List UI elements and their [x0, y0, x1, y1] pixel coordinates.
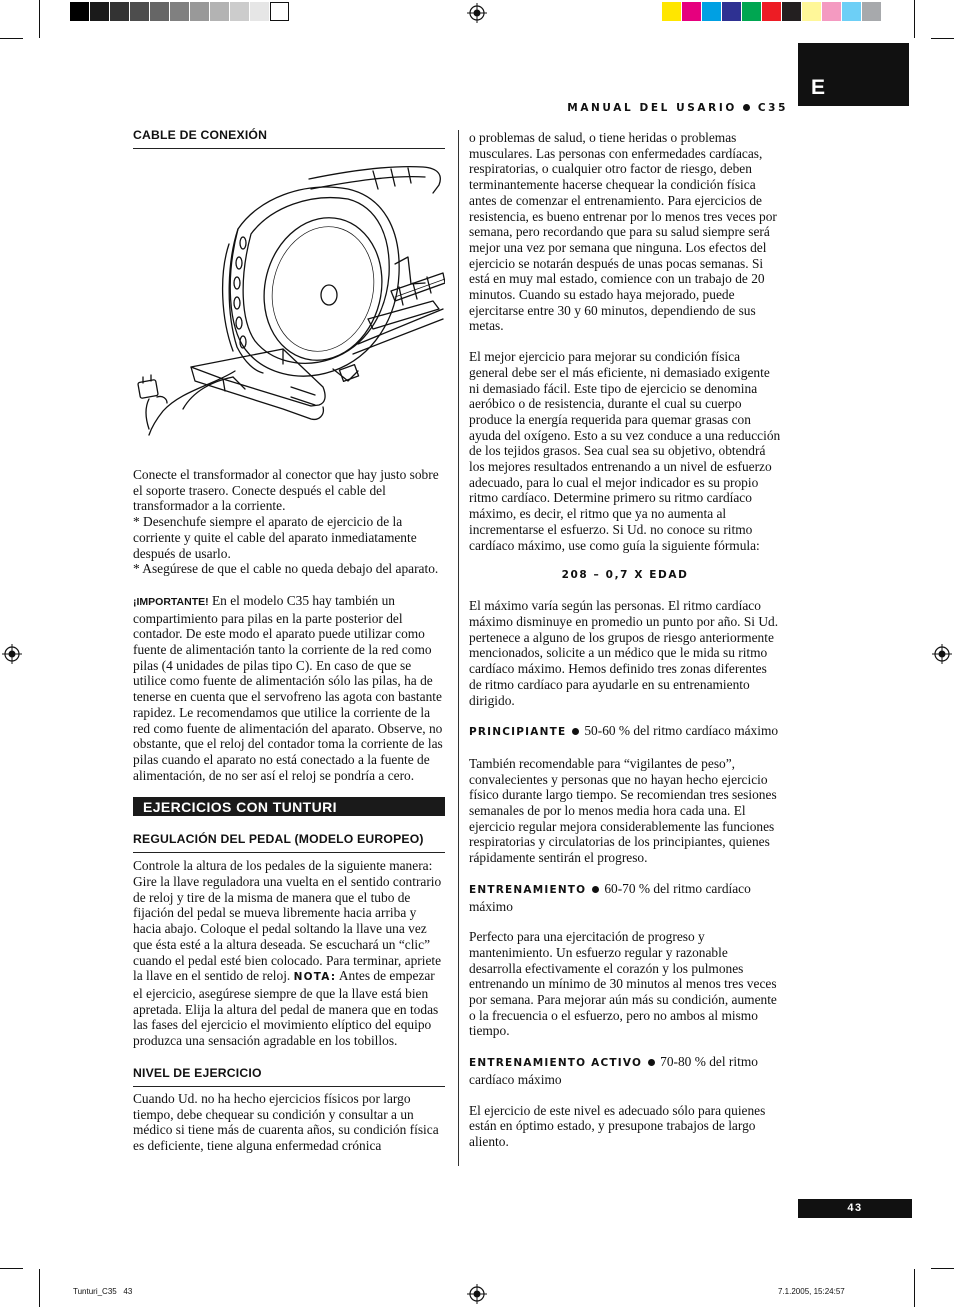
language-tab-letter: E	[811, 76, 826, 99]
nivel-heading: NIVEL DE EJERCICIO	[133, 1065, 262, 1080]
pedal-text-b: Antes de empezar el ejercicio, asegúrese siempre de que la llave está bien apretada. Elija la altura del pedal de manera que en todas las fases del ejercicio el movimiento elíptico del equipo produzca una sensación agradable en los tobillos.	[133, 968, 439, 1049]
language-tab	[798, 43, 909, 106]
bullet-icon	[572, 728, 579, 735]
color-swatch	[742, 2, 761, 21]
color-swatch	[702, 2, 721, 21]
entrenamiento-zone	[469, 881, 781, 914]
bullet-icon	[743, 104, 750, 111]
right-paragraph-2: El mejor ejercicio para mejorar su condición física general debe ser el más eficiente, ni demasiado exigente ni demasiado fácil. Este tipo de ejercicio se denomina aeróbico o de resistencia, durante el cual su cuerpo produce la energía requerida para quemar grasas con ayuda del oxígeno. Esto a su vez conduce a una reducción de los tejidos grasos. Sea cual sea su objetivo, obtendrá los mejores resultados entrenando a un nivel de esfuerzo adecuado, para lo cual el mejor indicador es su propio ritmo cardíaco. Determine primero su ritmo cardíaco máximo, es decir, el ritmo que ya no aumenta al incrementarse el esfuerzo. Si Ud. no conoce su ritmo cardíaco máximo, use como guía la siguiente fórmula:	[469, 349, 781, 553]
color-swatch	[130, 2, 149, 21]
activo-text: 70-80 % del ritmo cardíaco máximo	[469, 1054, 758, 1087]
pedal-section-heading	[133, 832, 445, 853]
color-swatch	[70, 2, 89, 21]
color-swatch	[270, 2, 289, 21]
principiante-text: 50-60 % del ritmo cardíaco máximo	[584, 723, 779, 739]
grayscale-bar	[70, 0, 292, 23]
section-bar	[133, 797, 445, 816]
elliptical-trainer-with-power-cable-icon	[133, 159, 445, 439]
color-swatch	[862, 2, 881, 21]
color-swatch	[190, 2, 209, 21]
nivel-paragraph: Cuando Ud. no ha hecho ejercicios físicos por largo tiempo, debe chequear su condición y consultar a un médico si tiene más de cuarenta años, su condición física es deficiente, tiene alguna enfermedad crónica	[133, 1090, 439, 1153]
cable-paragraph-1: Conecte el transformador al conector que hay justo sobre el soporte trasero. Conecte después el cable del transformador a la corriente.	[133, 467, 439, 514]
color-swatch	[782, 2, 801, 21]
running-head	[567, 102, 788, 114]
color-swatch	[802, 2, 821, 21]
importante-label: ¡IMPORTANTE!	[133, 595, 209, 608]
color-swatch	[762, 2, 781, 21]
registration-mark-icon	[467, 1284, 487, 1304]
color-swatch	[230, 2, 249, 21]
running-head-title: MANUAL DEL USARIO	[567, 102, 737, 114]
registration-mark-icon	[932, 644, 952, 664]
heart-rate-formula: 208 – 0,7 X EDAD	[561, 569, 689, 582]
cable-heading: CABLE DE CONEXIÓN	[133, 128, 268, 142]
right-paragraph-3: El máximo varía según las personas. El ritmo cardíaco máximo disminuye en promedio un punto por año. Si Ud. pertenece a alguno de los grupos de riesgo anteriormente mencionados, solicite a un médico que le mida su ritmo cardíaco máximo. Hemos definido tres zonas diferentes de ritmo cardíaco para ayudarle en su entrenamiento dirigido.	[469, 598, 779, 708]
left-column	[133, 128, 445, 1154]
pedal-paragraph	[133, 858, 445, 1048]
entrenamiento-description: Perfecto para una ejercitación de progreso y mantenimiento. Un esfuerzo regular y razonable desarrolla efectivamente el corazón y los pulmones entrenando un mínimo de 30 minutos al menos tres veces por semana. Para mejorar aún más su condición, aumente o la frecuencia o el esfuerzo, pero no ambos al mismo tiempo.	[469, 929, 777, 1039]
activo-description: El ejercicio de este nivel es adecuado sólo para quienes están en óptimo estado, y presupone trabajos de largo aliento.	[469, 1102, 766, 1149]
color-swatch	[150, 2, 169, 21]
page-number-tab	[798, 1199, 912, 1218]
importante-paragraph	[133, 593, 445, 783]
activo-zone	[469, 1054, 781, 1087]
bullet-icon	[592, 886, 599, 893]
nivel-section-heading	[133, 1066, 445, 1087]
color-bar	[662, 0, 884, 23]
principiante-zone	[469, 723, 781, 741]
section-bar-title: EJERCICIOS CON TUNTURI	[143, 799, 337, 816]
registration-mark-icon	[2, 644, 22, 664]
color-swatch	[210, 2, 229, 21]
entrenamiento-label: ENTRENAMIENTO	[469, 883, 587, 896]
cable-paragraph-3: * Asegúrese de que el cable no queda debajo del aparato.	[133, 561, 439, 577]
nota-label: NOTA:	[293, 971, 337, 984]
page-number: 43	[847, 1202, 863, 1214]
color-swatch	[170, 2, 189, 21]
bullet-icon	[648, 1059, 655, 1066]
importante-text: En el modelo C35 hay también un compartimiento para pilas en la parte posterior del contador. De este modo el aparato puede utilizar como fuente de alimentación tanto la corriente de la red como pilas (4 unidades de pilas tipo C). En caso de que se utilice como fuente de alimentación sólo las pilas, ha de tenerse en cuenta que el servofreno las agota con bastante rapidez. Le recomendamos que utilice la corriente de la red como fuente de alimentación del aparato. Observe, no obstante, que el reloj del contador toma la corriente de las pilas cuando el aparato no está conectado a la fuente de alimentación, de no ser así el reloj se pondría a cero.	[133, 592, 443, 783]
color-swatch	[682, 2, 701, 21]
file-label: Tunturi_C35 43	[73, 1287, 133, 1296]
color-swatch	[90, 2, 109, 21]
running-head-model: C35	[757, 102, 788, 114]
entrenamiento-text: 60-70 % del ritmo cardíaco máximo	[469, 880, 751, 914]
right-column	[469, 130, 781, 1150]
color-swatch	[662, 2, 681, 21]
pedal-text-a: Controle la altura de los pedales de la siguiente manera: Gire la llave reguladora una vuelta en el sentido contrario de reloj y tire de la misma de manera que el tubo de fijación del pedal se mueva libremente hacia arriba y hacia abajo. Coloque el pedal soltando la llave una vez que ésta esté a la altura deseada. Se escuchará un “clic” cuando el pedal esté bien colocado. Para terminar, apriete la llave en el sentido de reloj.	[133, 858, 442, 984]
color-swatch	[842, 2, 861, 21]
principiante-label: PRINCIPIANTE	[469, 726, 567, 739]
color-swatch	[110, 2, 129, 21]
print-timestamp: 7.1.2005, 15:24:57	[778, 1287, 845, 1296]
color-swatch	[822, 2, 841, 21]
pedal-heading: REGULACIÓN DEL PEDAL (MODELO EUROPEO)	[133, 832, 424, 847]
column-divider	[458, 130, 459, 1166]
cable-section-heading	[133, 128, 445, 149]
color-swatch	[722, 2, 741, 21]
principiante-description: También recomendable para “vigilantes de peso”, convalecientes y personas que no hayan hecho ejercicio físico durante largo tiempo. Se recomiendan tres sesiones semanales de por lo menos media hora cada una. El ejercicio regular mejora considerablemente las funciones respiratorias y circulatorias de los principiantes, quienes rápidamente sentirán el progreso.	[469, 755, 777, 866]
registration-mark-icon	[467, 3, 487, 23]
cable-paragraph-2: * Desenchufe siempre el aparato de ejercicio de la corriente y quite el cable del aparato inmediatamente después de usarlo.	[133, 514, 417, 561]
color-swatch	[250, 2, 269, 21]
right-paragraph-1: o problemas de salud, o tiene heridas o problemas musculares. Las personas con enfermedades cardíacas, respiratorias, o cualquier otro factor de riesgo, deben terminantemente hacerse chequear la condición física antes de comenzar el entrenamiento. Para ejercicios de resistencia, es bueno entrenar por lo menos tres veces por semana, pero recordando que para su salud siempre será mejor una vez por semana que ninguna. Los efectos del ejercicio se notarán después de unas pocas semanas. Si está en muy mal estado, comience con un trabajo de 20 minutos. Cuando su estado haya mejorado, puede ejercitarse entre 30 y 60 minutos, dependiendo de sus metas.	[469, 130, 777, 334]
activo-label: ENTRENAMIENTO ACTIVO	[469, 1057, 643, 1070]
